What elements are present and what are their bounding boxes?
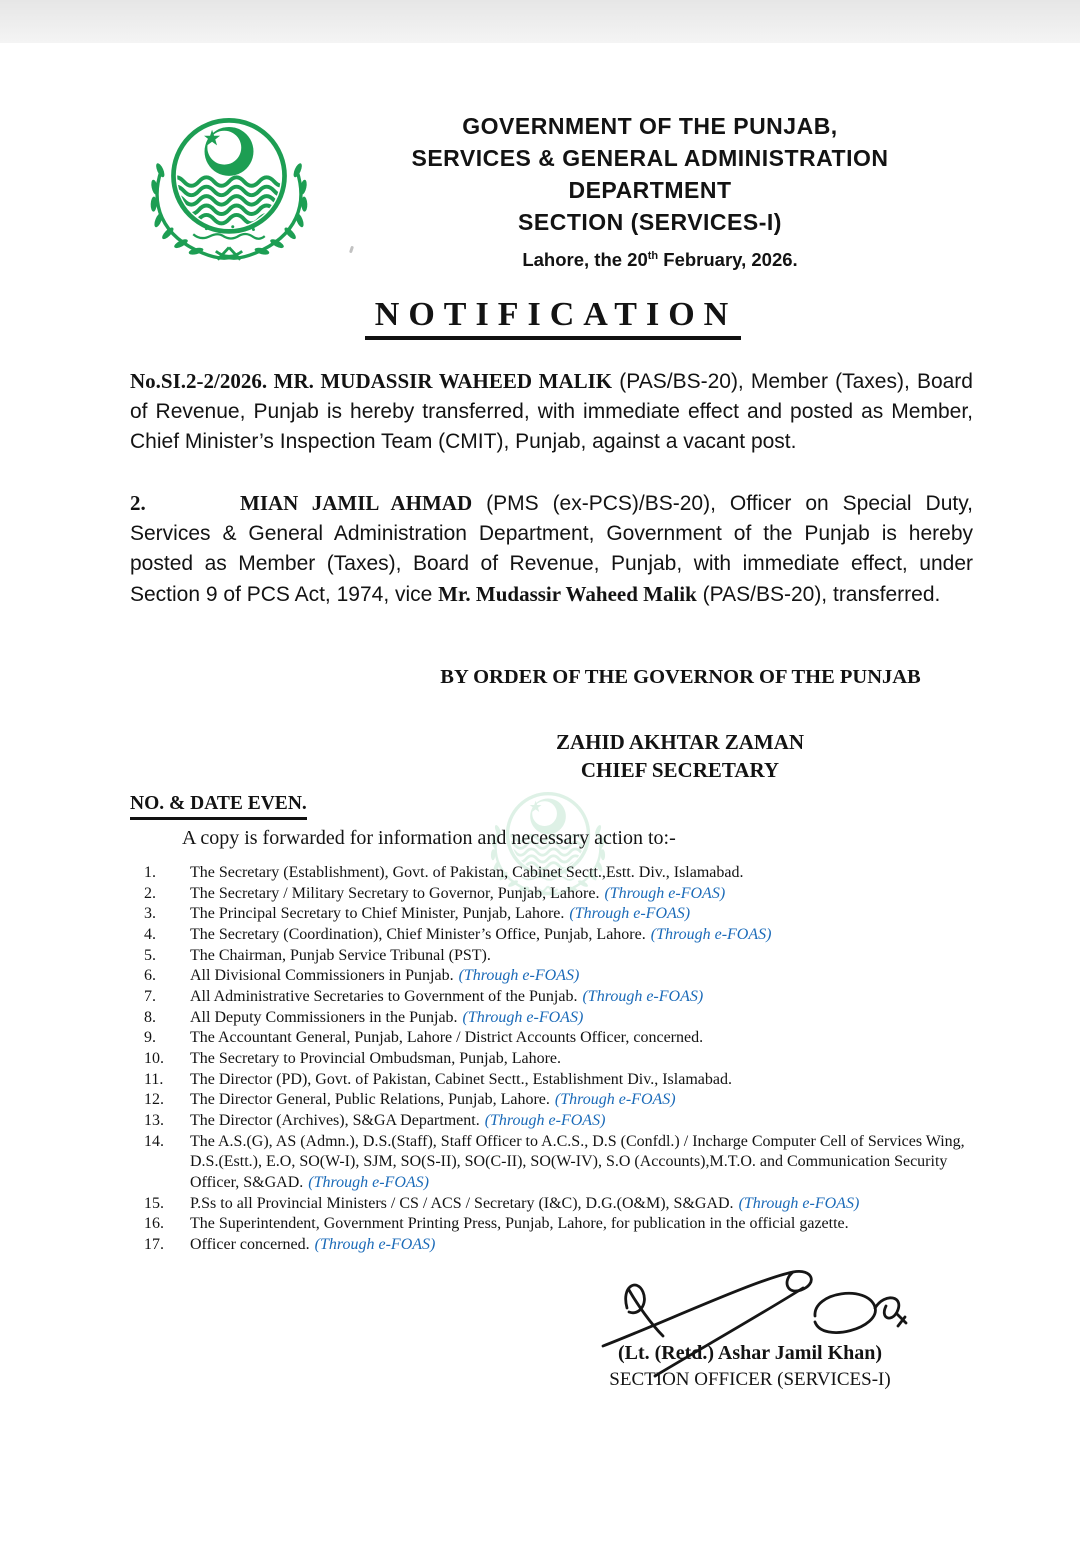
efoas-note: (Through e-FOAS) [582, 987, 704, 1005]
cc-item: 4. The Secretary (Coordination), Chief Minister’s Office, Punjab, Lahore. (Through e-FOAS) [144, 925, 772, 943]
letterhead-line-2: SERVICES & GENERAL ADMINISTRATION [411, 145, 889, 171]
efoas-note: (Through e-FOAS) [569, 905, 691, 923]
signing-officer-name: (Lt. (Retd.) Ashar Jamil Khan) [617, 1342, 883, 1364]
cc-item: 2. The Secretary / Military Secretary to Governor, Punjab, Lahore. (Through e-FOAS) [144, 884, 726, 902]
document-title-wrap [0, 296, 1080, 340]
efoas-note: (Through e-FOAS) [458, 967, 580, 985]
case-number-and-name: No.SI.2-2/2026. MR. MUDASSIR WAHEED MALIK [130, 369, 613, 393]
punjab-government-emblem-icon [133, 110, 325, 270]
efoas-note: (Through e-FOAS) [308, 1173, 429, 1191]
ordinal-suffix: th [647, 249, 659, 262]
cc-item: 15. P.Ss to all Provincial Ministers / CS / ACS / Secretary (I&C), D.G.(O&M), S&GAD. (Through e-FOAS) [144, 1194, 860, 1212]
efoas-note: (Through e-FOAS) [738, 1194, 860, 1212]
cc-item: 6. All Divisional Commissioners in Punjab. (Through e-FOAS) [144, 967, 580, 985]
signing-officer-title: SECTION OFFICER (SERVICES-I) [609, 1369, 891, 1390]
letterhead-line-3: DEPARTMENT [568, 177, 732, 203]
cc-item: 7. All Administrative Secretaries to Government of the Punjab. (Through e-FOAS) [144, 987, 704, 1005]
cc-item: 8. All Deputy Commissioners in the Punjab. (Through e-FOAS) [144, 1008, 584, 1026]
cc-item: 5. The Chairman, Punjab Service Tribunal (PST). [144, 946, 491, 964]
efoas-note: (Through e-FOAS) [484, 1111, 606, 1129]
letterhead-line-4: SECTION (SERVICES-I) [518, 209, 782, 235]
cc-item: 12. The Director General, Public Relations, Punjab, Lahore. (Through e-FOAS) [144, 1091, 676, 1109]
efoas-note: (Through e-FOAS) [314, 1235, 436, 1253]
paragraph-2: 2. MIAN JAMIL AHMAD (PMS (ex-PCS)/BS-20), Officer on Special Duty, Services & General Administration Department, Government of the Punjab is hereby posted as Member (Taxes), Board of Revenue, Punjab, with immediate effect, under Section 9 of PCS Act, 1974, vice Mr. Mudassir Waheed Malik (PAS/BS-20), transferred. [130, 488, 973, 610]
paragraph-2-number: 2. [130, 491, 146, 515]
signatory-name: ZAHID AKHTAR ZAMAN [555, 730, 805, 754]
cc-item: 13. The Director (Archives), S&GA Department. (Through e-FOAS) [144, 1111, 606, 1129]
paragraph-1: No.SI.2-2/2026. MR. MUDASSIR WAHEED MALIK (PAS/BS-20), Member (Taxes), Board of Revenue, Punjab is hereby transferred, with immediate effect and posted as Member, Chief Minister’s Inspection Team (CMIT), Punjab, against a vacant post. [130, 369, 973, 453]
efoas-note: (Through e-FOAS) [650, 925, 772, 943]
efoas-note: (Through e-FOAS) [462, 1008, 584, 1026]
by-order-line: BY ORDER OF THE GOVERNOR OF THE PUNJAB [440, 666, 921, 688]
cc-item: 3. The Principal Secretary to Chief Minister, Punjab, Lahore. (Through e-FOAS) [144, 905, 691, 923]
cc-item: 9. The Accountant General, Punjab, Lahore / District Accounts Officer, concerned. [144, 1029, 704, 1047]
cc-item: 17. Officer concerned. (Through e-FOAS) [144, 1235, 436, 1253]
cc-item: 1. The Secretary (Establishment), Govt. of Pakistan, Cabinet Sectt.,Estt. Div., Islamabad. [144, 864, 744, 881]
cc-item: 11. The Director (PD), Govt. of Pakistan, Cabinet Sectt., Establishment Div., Islamabad. [144, 1070, 732, 1088]
forward-line: A copy is forwarded for information and necessary action to:- [182, 827, 676, 849]
officer-name: MIAN JAMIL AHMAD [240, 491, 473, 515]
cc-list [144, 863, 980, 1255]
cc-item: 14. The A.S.(G), AS (Admn.), D.S.(Staff), Staff Officer to A.C.S., D.S (Confdl.) / Incharge Computer Cell of Services Wing, D.S.(Estt.), E.O, SO(W-I), SJM, SO(S-II), SO(C-II), SO(W-IV), S.O (Accounts),M.T.O. and Communication Security Officer, S&GAD. (Through e-FOAS) [144, 1132, 965, 1191]
letterhead-line-1: GOVERNMENT OF THE PUNJAB, [462, 113, 838, 139]
cc-item: 16. The Superintendent, Government Printing Press, Punjab, Lahore, for publication in the official gazette. [144, 1215, 849, 1233]
scan-top-shadow [0, 0, 1080, 43]
vice-officer-name: Mr. Mudassir Waheed Malik [438, 582, 697, 606]
signatory-title: CHIEF SECRETARY [580, 758, 780, 782]
efoas-note: (Through e-FOAS) [604, 884, 726, 902]
date-line: Lahore, the 20th February, 2026. [522, 249, 798, 270]
letterhead [320, 110, 980, 238]
cc-item: 10. The Secretary to Provincial Ombudsman, Punjab, Lahore. [144, 1049, 562, 1067]
efoas-note: (Through e-FOAS) [554, 1091, 676, 1109]
document-title: NOTIFICATION [365, 296, 741, 340]
ref-heading: NO. & DATE EVEN. [130, 793, 307, 820]
signatory-block [500, 728, 860, 784]
